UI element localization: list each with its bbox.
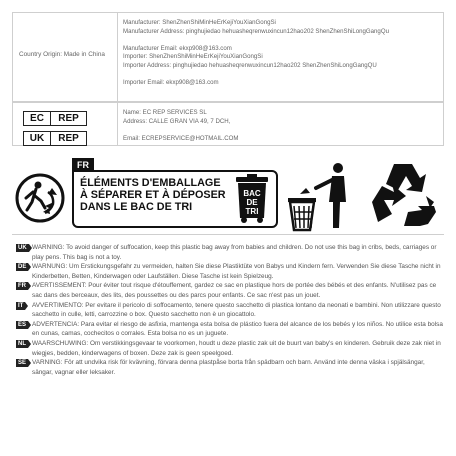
language-code-badge: IT — [18, 302, 24, 309]
info-tri-text — [80, 177, 230, 213]
manufacturer-info — [123, 19, 443, 88]
language-code-badge: UK — [18, 245, 27, 251]
rep-name: Name: EC REP SERVICES SL — [123, 109, 207, 116]
warning-text: WAARSCHUWING: Om verstikkingsgevaar te voorkomen, houdt u deze plastic zak uit de buurt van baby's en kinderen. Gebruik deze zak niet in wiegjes, bedden, kinderwagens of boxen. Deze zak is geen speelgoed. — [32, 339, 441, 357]
ec-rep-label: REP — [50, 112, 86, 125]
warning-item — [12, 358, 444, 377]
uk-rep-label: REP — [50, 132, 86, 145]
label-sheet — [12, 12, 444, 456]
recycle-icon — [364, 156, 442, 234]
warning-item — [12, 243, 444, 262]
triman-icon — [14, 172, 66, 224]
warning-item — [12, 262, 444, 281]
rep-section — [12, 102, 444, 146]
warning-item — [12, 320, 444, 339]
bin-text: DE — [246, 198, 258, 207]
language-code-badge: DE — [18, 264, 27, 271]
ec-rep-symbol — [23, 111, 87, 126]
importer-name: Importer: ShenZhenShiMinHeErKejiYouXianGongSi — [123, 53, 263, 61]
manufacturer-name: Manufacturer: ShenZhenShiMinHeErKejiYouXianGongSi — [123, 19, 276, 26]
warning-text: VARNING: För att undvika risk för kvävning, förvara denna plastpåse borta från spädbarn och barn. Använd inte denna väska i spjälsängar, sängar, vagnar eller leksaker. — [32, 359, 425, 376]
warning-text: AVERTISSEMENT: Pour éviter tout risque d'étouffement, gardez ce sac en plastique hors de portée des bébés et des enfants. N'utilisez pas ce sac dans des berceaux, des lits, des poussettes ou des parcs pour enfants. Ce sac n'est pas un jouet. — [32, 282, 437, 299]
language-code-badge: ES — [18, 321, 27, 328]
sorting-bin-icon — [232, 174, 272, 224]
column-divider — [117, 13, 118, 101]
language-code-badge: SE — [18, 360, 27, 367]
info-tri-box — [72, 170, 278, 228]
warning-text: ADVERTENCIA: Para evitar el riesgo de asfixia, mantenga esta bolsa de plástico fuera del alcance de los bebés y los niños. No utilice esta bolsa en cunas, camas, cochecitos o corrales. Esta bolsa no es un juguete. — [32, 320, 443, 338]
ec-rep-prefix: EC — [30, 113, 44, 124]
country-origin: Country Origin: Made in China — [19, 51, 105, 58]
info-tri-line: ÉLÉMENTS D'EMBALLAGE — [80, 177, 221, 189]
importer-email: Importer Email: ekxp908@163.com — [123, 79, 219, 87]
warning-text: AVVERTIMENTO: Per evitare il pericolo di soffocamento, tenere questo sacchetto di plastica lontano da neonati e bambini. Non utilizzare questo sacchetto in culle, letti, carrozzine o box. Questo sacchetto non è un giocattolo. — [32, 301, 441, 319]
column-divider — [117, 103, 118, 145]
recycling-section — [12, 146, 444, 238]
manufacturer-address: Manufacturer Address: pinghujiedao hehuasheqrenwuxincun12hao202 ShenZhenShiLongGangQu — [123, 27, 389, 35]
manufacturer-email: Manufacturer Email: ekxp908@163.com — [123, 44, 232, 52]
manufacturer-section — [12, 12, 444, 102]
rep-email: Email: ECREPSERVICE@HOTMAIL.COM — [123, 134, 239, 142]
fr-badge: FR — [72, 158, 94, 171]
warning-item — [12, 301, 444, 320]
info-tri-line: À SÉPARER ET À DÉPOSER — [80, 189, 226, 201]
warning-text: WARNUNG: Um Erstickungsgefahr zu vermeiden, halten Sie diese Plastiktüte von Babys und Kindern fern. Verwenden Sie diese Tasche nicht in Kinderbetten, Betten, Kinderwagen oder Laufställen. Diese Tasche ist kein Spielzeug. — [32, 263, 441, 280]
rep-info — [123, 109, 238, 143]
language-code-badge: FR — [18, 283, 26, 290]
rep-address: Address: CALLE GRAN VIA 49, 7 DCH, — [123, 117, 231, 125]
language-code-badge: NL — [18, 340, 26, 347]
warnings-section — [12, 234, 444, 456]
bin-text: TRI — [245, 207, 259, 216]
warning-item — [12, 339, 444, 358]
uk-rep-symbol — [23, 131, 87, 146]
warning-list — [12, 243, 444, 377]
importer-address: Importer Address: pinghujiedao hehuasheqrenwuxincun12hao202 ShenZhenShiLongGangQU — [123, 61, 377, 69]
warning-item — [12, 281, 444, 300]
info-tri-line: DANS LE BAC DE TRI — [80, 201, 193, 213]
uk-rep-prefix: UK — [29, 133, 45, 144]
bin-text: BAC — [243, 189, 261, 198]
tidyman-icon — [282, 158, 358, 234]
warning-text: WARNING: To avoid danger of suffocation, keep this plastic bag away from babies and children. Do not use this bag in cribs, beds, carriages or play pens. This bag is not a toy. — [32, 244, 437, 261]
